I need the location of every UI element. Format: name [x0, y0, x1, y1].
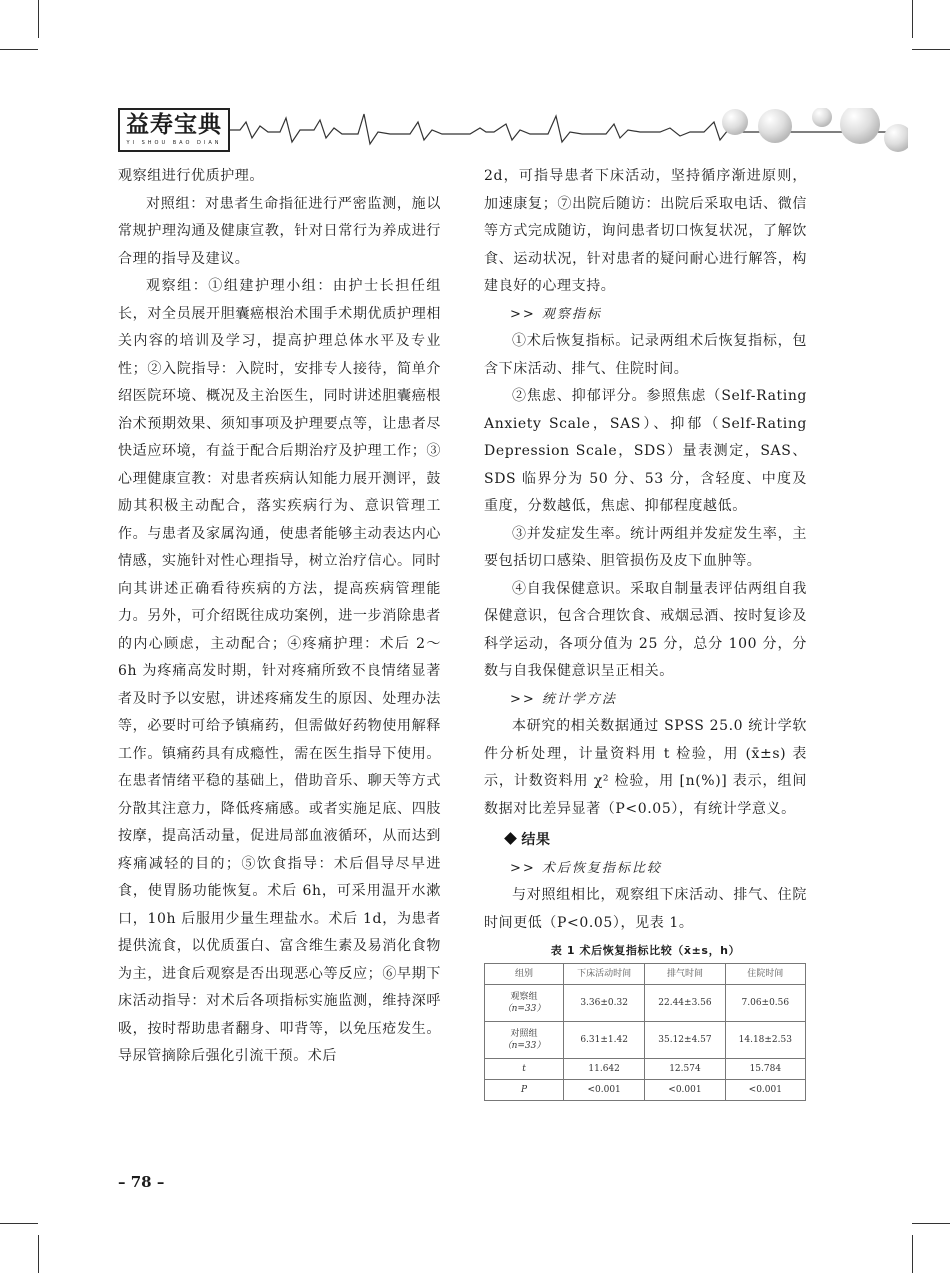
table-cell [485, 1022, 564, 1059]
subsection-heading: >> 统计学方法 [510, 691, 617, 707]
subsection-heading: >> 观察指标 [510, 306, 602, 322]
group-size: （n=33） [502, 1004, 546, 1014]
right-column [484, 163, 807, 1101]
logo-title: 益寿宝典 [126, 112, 222, 138]
crop-mark [38, 1235, 39, 1273]
molecule-ball [812, 108, 832, 127]
paragraph: 观察组：①组建护理小组：由护士长担任组长，对全员展开胆囊癌根治术围手术期优质护理相关内容的培训及学习，提高护理总体水平及专业性；②入院指导：入院时，安排专人接待，简单介绍医院环境、概况及主治医生，同时讲述胆囊癌根治术预期效果、须知事项及护理要点等，让患者尽快适应环境，有益于配合后期治疗及护理工作；③心理健康宣教：对患者疾病认知能力展开测评，鼓励其积极主动配合，落实疾病行为、意识管理工作。与患者及家属沟通，使患者能够主动表达内心情感，实施针对性心理指导，树立治疗信心。同时向其讲述正确看待疾病的方法，提高疾病管理能力。另外，可介绍既往成功案例，进一步消除患者的内心顾虑，主动配合；④疼痛护理：术后 2～6h 为疼痛高发时期，针对疼痛所致不良情绪显著者及时予以安慰，讲述疼痛发生的原因、处理办法等，必要时可给予镇痛药，但需做好药物使用解释工作。镇痛药具有成瘾性，需在医生指导下使用。在患者情绪平稳的基础上，借助音乐、聊天等方式分散其注意力，降低疼痛感。或者实施足底、四肢按摩，提高活动量，促进局部血液循环，从而达到疼痛减轻的目的；⑤饮食指导：术后倡导尽早进食，使胃肠功能恢复。术后 6h，可采用温开水漱口，10h 后服用少量生理盐水。术后 1d，为患者提供流食，以优质蛋白、富含维生素及易消化食物为主，进食后观察是否出现恶心等反应；⑥早期下床活动指导：对术后各项指标实施监测，维持深呼吸，按时帮助患者翻身、叩背等，以免压疮发生。导尿管摘除后强化引流干预。术后 [118, 278, 441, 1064]
table-header-cell: 排气时间 [645, 964, 725, 985]
section-title: 结果 [521, 832, 551, 848]
table-cell: 6.31±1.42 [564, 1022, 645, 1059]
crop-mark [912, 49, 950, 50]
table-cell: P [485, 1080, 564, 1101]
table-row [485, 985, 806, 1022]
table-cell: 14.18±2.53 [725, 1022, 805, 1059]
paragraph: ④自我保健意识。采取自制量表评估两组自我保健意识，包含合理饮食、戒烟忌酒、按时复诊及科学运动，各项分值为 25 分，总分 100 分，分数与自我保健意识呈正相关。 [484, 580, 807, 679]
paragraph: 本研究的相关数据通过 SPSS 25.0 统计学软件分析处理，计量资料用 t 检验，用 (x̄±s) 表示，计数资料用 χ² 检验，用 [n(%)] 表示，组间数据对比差异显著（P<0.05），有统计学意义。 [484, 718, 807, 817]
crop-mark [912, 1235, 913, 1273]
table-cell: <0.001 [725, 1080, 805, 1101]
results-table [484, 963, 806, 1101]
table-row [485, 1059, 806, 1080]
table-header-cell: 住院时间 [725, 964, 805, 985]
crop-mark [912, 0, 913, 38]
molecule-ball [840, 108, 880, 144]
crop-mark [0, 1223, 38, 1224]
paragraph: 2d，可指导患者下床活动，坚持循序渐进原则，加速康复；⑦出院后随访：出院后采取电话、微信等方式完成随访，询问患者切口恢复状况，了解饮食、运动状况，针对患者的疑问耐心进行解答，构建良好的心理支持。 [484, 168, 807, 294]
table-row [485, 1022, 806, 1059]
paragraph: ①术后恢复指标。记录两组术后恢复指标，包含下床活动、排气、住院时间。 [484, 333, 807, 377]
table-header-cell: 组别 [485, 964, 564, 985]
table-cell: <0.001 [645, 1080, 725, 1101]
table-cell: <0.001 [564, 1080, 645, 1101]
group-size: （n=33） [502, 1041, 546, 1051]
diamond-bullet-icon [505, 832, 518, 845]
table-cell: 12.574 [645, 1059, 725, 1080]
paragraph: ②焦虑、抑郁评分。参照焦虑（Self-Rating Anxiety Scale，SAS）、抑郁（Self-Rating Depression Scale，SDS）量表测定，SAS、SDS 临界分为 50 分、53 分，含轻度、中度及重度，分数越低，焦虑、抑郁程度越低。 [484, 388, 807, 514]
table-cell: 11.642 [564, 1059, 645, 1080]
table-cell: 35.12±4.57 [645, 1022, 725, 1059]
table-cell: t [485, 1059, 564, 1080]
subsection-heading: >> 术后恢复指标比较 [510, 860, 662, 876]
crop-mark [912, 1223, 950, 1224]
table-row [485, 1080, 806, 1101]
paragraph: 对照组：对患者生命指征进行严密监测，施以常规护理沟通及健康宣教，针对日常行为养成进行合理的指导及建议。 [118, 195, 441, 267]
paragraph: 与对照组相比，观察组下床活动、排气、住院时间更低（P<0.05），见表 1。 [484, 887, 807, 931]
heartbeat-wave-decoration [230, 108, 908, 158]
logo-pinyin: YI SHOU BAO DIAN [126, 140, 222, 146]
table-cell: 15.784 [725, 1059, 805, 1080]
page-number: – 78 – [118, 1173, 165, 1191]
molecule-ball [884, 124, 908, 152]
paragraph: 观察组进行优质护理。 [118, 168, 264, 184]
paragraph: ③并发症发生率。统计两组并发症发生率，主要包括切口感染、胆管损伤及皮下血肿等。 [484, 525, 807, 569]
journal-logo [118, 108, 230, 152]
table-cell [485, 985, 564, 1022]
crop-mark [38, 0, 39, 38]
molecule-ball [758, 109, 792, 143]
left-column [118, 163, 441, 1071]
group-label: 对照组 [510, 1029, 538, 1039]
table-header-row [485, 964, 806, 985]
section-heading [484, 827, 807, 855]
table-header-cell: 下床活动时间 [564, 964, 645, 985]
table-cell: 22.44±3.56 [645, 985, 725, 1022]
running-header [118, 108, 908, 158]
table-cell: 7.06±0.56 [725, 985, 805, 1022]
table-caption: 表 1 术后恢复指标比较（x̄±s，h） [550, 944, 741, 957]
table-cell: 3.36±0.32 [564, 985, 645, 1022]
group-label: 观察组 [510, 992, 538, 1002]
molecule-ball [722, 109, 748, 135]
crop-mark [0, 49, 38, 50]
